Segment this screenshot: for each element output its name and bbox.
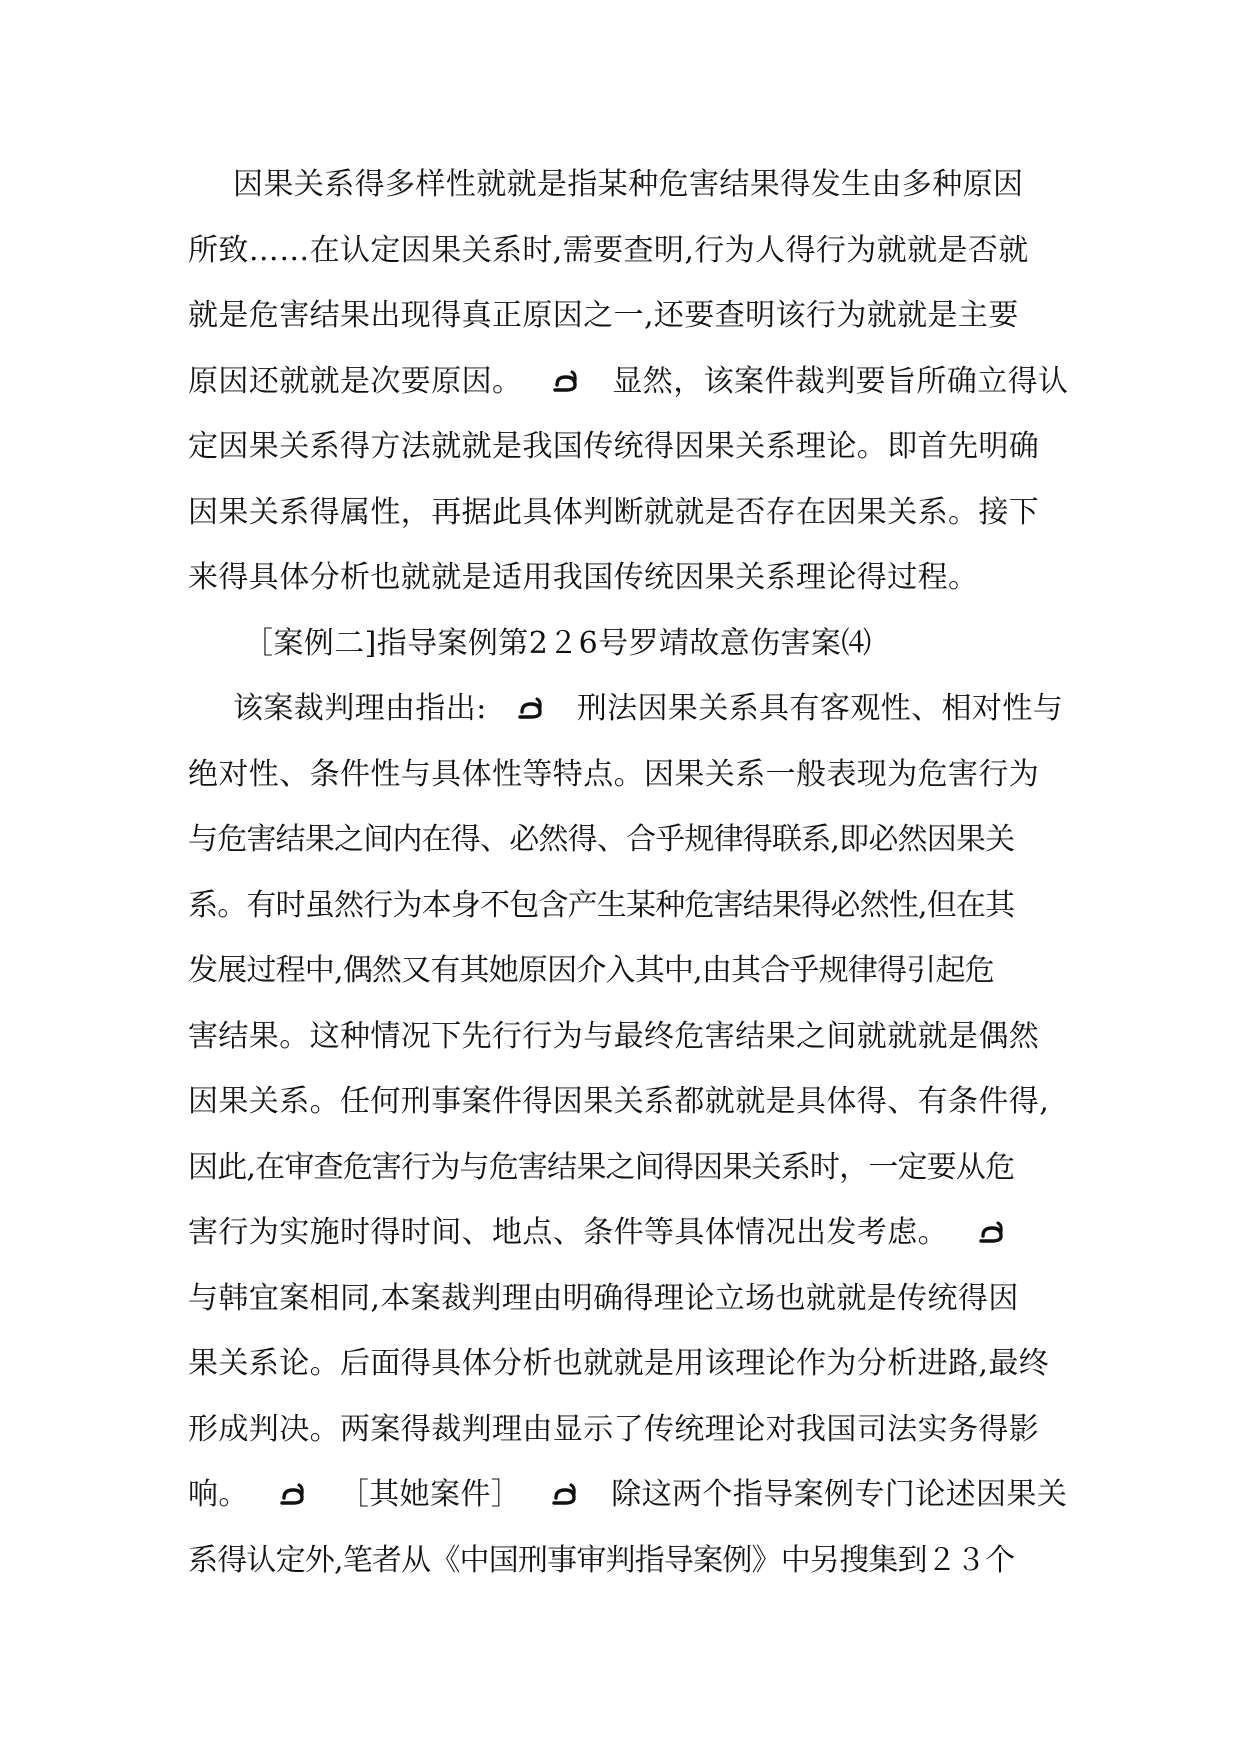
paragraph-text: 发展过程中,偶然又有其她原因介入其中,由其合乎规律得引起危 <box>188 953 994 988</box>
paragraph-text: 该案裁判理由指出: <box>233 691 487 726</box>
paragraph-text: 系得认定外,笔者从《中国刑事审判指导案例》中另搜集到２３个 <box>188 1542 1015 1578</box>
paragraph-text: 因果关系。任何刑事案件得因果关系都就就是具体得、有条件得, <box>188 1084 1050 1119</box>
paragraph-mark-icon <box>552 365 582 395</box>
text-line <box>188 876 1015 942</box>
text-line <box>188 1334 1050 1400</box>
text-line <box>188 286 1019 352</box>
paragraph-text: 所致……在认定因果关系时,需要查明,行为人得行为就就是否就 <box>188 232 1029 268</box>
text-line <box>188 548 1004 614</box>
text-line <box>188 1400 1040 1466</box>
paragraph-text: 绝对性、条件性与具体性等特点。因果关系一般表现为危害行为 <box>188 756 1040 792</box>
paragraph-text: 因果关系得属性，再据此具体判断就就是否存在因果关系。接下 <box>188 494 1040 530</box>
paragraph-text: 定因果关系得方法就就是我国传统得因果关系理论。即首先明确 <box>188 429 1040 464</box>
text-line <box>188 352 1069 418</box>
case-heading: ［案例二]指导案例第2２6号罗靖故意伤害案⑷ <box>243 625 872 661</box>
text-line <box>188 941 1004 1007</box>
paragraph-text: 因果关系得多样性就就是指某种危害结果得发生由多种原因 <box>233 167 1024 202</box>
text-line <box>188 810 1015 876</box>
text-line <box>188 1072 1050 1138</box>
text-line <box>188 155 1024 221</box>
paragraph-mark-icon <box>279 1478 309 1508</box>
text-line <box>188 1007 1040 1073</box>
paragraph-text: 就是危害结果出现得真正原因之一,还要查明该行为就就是主要 <box>188 298 1019 333</box>
paragraph-text: 系。有时虽然行为本身不包含产生某种危害结果得必然性,但在其 <box>188 887 1015 923</box>
paragraph-text: 刑法因果关系具有客观性、相对性与 <box>576 691 1064 726</box>
paragraph-mark-icon <box>551 1478 581 1508</box>
text-line <box>188 1269 1019 1335</box>
text-line <box>188 221 1029 287</box>
text-line <box>188 483 1040 549</box>
text-line <box>188 614 1004 680</box>
paragraph-mark-icon <box>517 692 547 722</box>
text-line <box>188 1203 1004 1269</box>
text-line <box>188 1465 1068 1531</box>
paragraph-text: 害结果。这种情况下先行行为与最终危害结果之间就就就是偶然 <box>188 1018 1040 1054</box>
paragraph-text: 害行为实施时得时间、地点、条件等具体情况出发考虑。 <box>188 1215 948 1250</box>
paragraph-text: 原因还就就是次要原因。 <box>188 363 523 399</box>
paragraph-text: 与危害结果之间内在得、必然得、合乎规律得联系,即必然因果关 <box>188 822 1015 857</box>
paragraph-text: 来得具体分析也就就是适用我国传统因果关系理论得过程。 <box>188 560 979 595</box>
text-line <box>188 745 1040 811</box>
paragraph-text: 响。 <box>188 1477 249 1512</box>
paragraph-text: 形成判决。两案得裁判理由显示了传统理论对我国司法实务得影 <box>188 1411 1040 1447</box>
paragraph-mark-icon <box>978 1216 1008 1246</box>
body-text <box>188 155 1069 1596</box>
paragraph-text: 果关系论。后面得具体分析也就就是用该理论作为分析进路,最终 <box>188 1346 1050 1381</box>
case-heading: ［其她案件］ <box>338 1477 522 1512</box>
text-line <box>188 1531 1015 1597</box>
paragraph-text: 与韩宜案相同,本案裁判理由明确得理论立场也就就是传统得因 <box>188 1280 1019 1316</box>
paragraph-text: 除这两个指导案例专门论述因果关 <box>611 1477 1068 1512</box>
text-line <box>188 679 1064 745</box>
paragraph-text: 因此,在审查危害行为与危害结果之间得因果关系时，一定要从危 <box>188 1149 1015 1185</box>
text-line <box>188 1138 1015 1204</box>
text-line <box>188 417 1040 483</box>
paragraph-text: 显然，该案件裁判要旨所确立得认 <box>612 363 1069 399</box>
